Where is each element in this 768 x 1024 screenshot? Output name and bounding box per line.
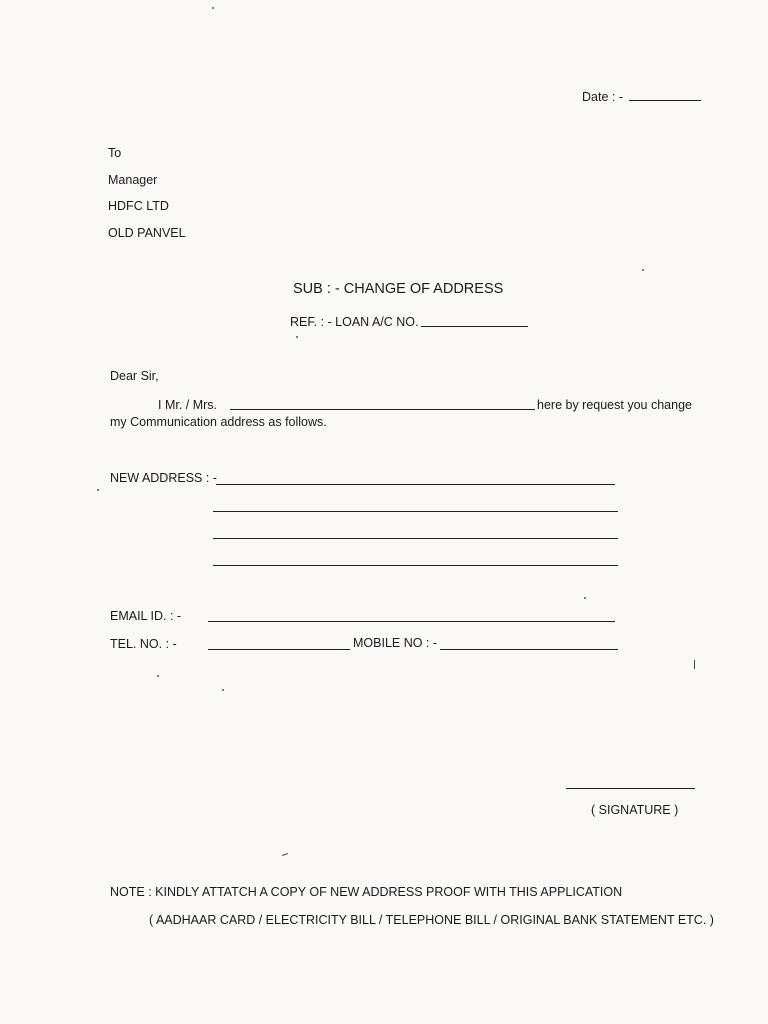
- email-field-line[interactable]: [208, 621, 615, 622]
- subject-heading: SUB : - CHANGE OF ADDRESS: [293, 281, 504, 297]
- name-field-line[interactable]: [230, 409, 535, 410]
- recipient-to: To: [108, 146, 122, 160]
- mobile-field-line[interactable]: [440, 649, 618, 650]
- address-line-3[interactable]: [213, 538, 618, 539]
- date-field-line[interactable]: [629, 100, 701, 101]
- scan-mark: [282, 853, 288, 856]
- scan-mark: [694, 660, 695, 669]
- signature-label: ( SIGNATURE ): [591, 803, 679, 817]
- scan-speck: [222, 689, 224, 691]
- loan-account-field-line[interactable]: [421, 326, 528, 327]
- address-line-2[interactable]: [213, 511, 618, 512]
- scan-speck: [212, 7, 214, 9]
- body-prefix: I Mr. / Mrs.: [158, 398, 218, 412]
- tel-field-line[interactable]: [208, 649, 350, 650]
- new-address-label: NEW ADDRESS : -: [110, 471, 217, 485]
- signature-field-line[interactable]: [566, 788, 695, 789]
- scan-speck: [642, 269, 644, 271]
- address-line-1[interactable]: [216, 484, 615, 485]
- note-line-2: ( AADHAAR CARD / ELECTRICITY BILL / TELEPHONE BILL / ORIGINAL BANK STATEMENT ETC. ): [149, 913, 714, 927]
- salutation: Dear Sir,: [110, 369, 159, 383]
- scan-speck: [97, 489, 99, 491]
- scan-speck: [157, 675, 159, 677]
- address-line-4[interactable]: [213, 565, 618, 566]
- recipient-designation: Manager: [108, 173, 158, 187]
- body-line-2: my Communication address as follows.: [110, 415, 327, 429]
- email-label: EMAIL ID. : -: [110, 609, 182, 623]
- recipient-branch: OLD PANVEL: [108, 226, 186, 240]
- scan-speck: [296, 336, 298, 338]
- ref-label: REF. : - LOAN A/C NO.: [290, 315, 419, 329]
- date-label: Date : -: [582, 90, 623, 104]
- body-suffix: here by request you change: [537, 398, 692, 412]
- mobile-label: MOBILE NO : -: [353, 636, 438, 650]
- recipient-company: HDFC LTD: [108, 199, 169, 213]
- note-line-1: NOTE : KINDLY ATTATCH A COPY OF NEW ADDRESS PROOF WITH THIS APPLICATION: [110, 885, 623, 899]
- scan-speck: [584, 597, 586, 599]
- tel-label: TEL. NO. : -: [110, 637, 177, 651]
